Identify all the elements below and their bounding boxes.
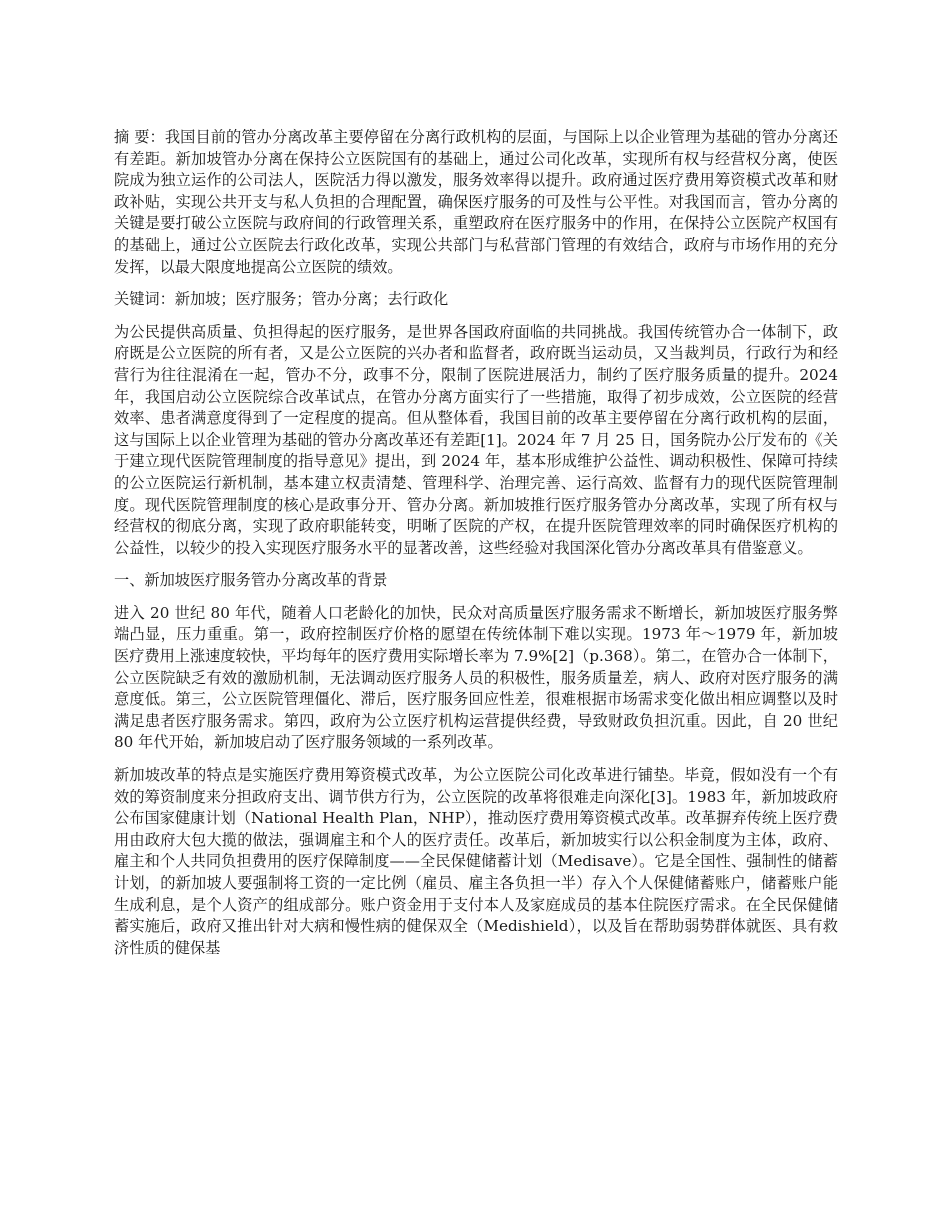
body-paragraph: 进入 20 世纪 80 年代，随着人口老龄化的加快，民众对高质量医疗服务需求不断增长，新加坡医疗服务弊端凸显，压力重重。第一，政府控制医疗价格的愿望在传统体制下难以实现。1973 年～1979 年，新加坡医疗费用上涨速度较快，平均每年的医疗费用实际增长率为 7.9%[2]（p.368）。第二，在管办合一体制下，公立医院缺乏有效的激励机制，无法调动医疗服务人员的积极性，服务质量差，病人、政府对医疗服务的满意度低。第三，公立医院管理僵化、滞后，医疗服务回应性差，很难根据市场需求变化做出相应调整以及时满足患者医疗服务需求。第四，政府为公立医疗机构运营提供经费，导致财政负担沉重。因此，自 20 世纪 80 年代开始，新加坡启动了医疗服务领域的一系列改革。 (114, 603, 838, 752)
keywords-line: 关键词：新加坡；医疗服务；管办分离；去行政化 (114, 290, 449, 309)
intro-paragraph: 为公民提供高质量、负担得起的医疗服务，是世界各国政府面临的共同挑战。我国传统管办合一体制下，政府既是公立医院的所有者，又是公立医院的兴办者和监督者，政府既当运动员，又当裁判员，行政行为和经营行为往往混淆在一起，管办不分，政事不分，限制了医院进展活力，制约了医疗服务质量的提升。2024 年，我国启动公立医院综合改革试点，在管办分离方面实行了一些措施，取得了初步成效，公立医院的经营效率、患者满意度得到了一定程度的提高。但从整体看，我国目前的改革主要停留在分离行政机构的层面，这与国际上以企业管理为基础的管办分离改革还有差距[1]。2024 年 7 月 25 日，国务院办公厅发布的《关于建立现代医院管理制度的指导意见》提出，到 2024 年，基本形成维护公益性、调动积极性、保障可持续的公立医院运行新机制，基本建立权责清楚、管理科学、治理完善、运行高效、监督有力的现代医院管理制度。现代医院管理制度的核心是政事分开、管办分离。新加坡推行医疗服务管办分离改革，实现了所有权与经营权的彻底分离，实现了政府职能转变，明晰了医院的产权，在提升医院管理效率的同时确保医疗机构的公益性，以较少的投入实现医疗服务水平的显著改善，这些经验对我国深化管办分离改革具有借鉴意义。 (114, 322, 838, 557)
abstract-paragraph: 摘 要：我国目前的管办分离改革主要停留在分离行政机构的层面，与国际上以企业管理为基础的管办分离还有差距。新加坡管办分离在保持公立医院国有的基础上，通过公司化改革，实现所有权与经营权分离，使医院成为独立运作的公司法人，医院活力得以激发，服务效率得以提升。政府通过医疗费用筹资模式改革和财政补贴，实现公共开支与私人负担的合理配置，确保医疗服务的可及性与公平性。对我国而言，管办分离的关键是要打破公立医院与政府间的行政管理关系，重塑政府在医疗服务中的作用，在保持公立医院产权国有的基础上，通过公立医院去行政化改革，实现公共部门与私营部门管理的有效结合，政府与市场作用的充分发挥，以最大限度地提高公立医院的绩效。 (114, 128, 838, 276)
section-heading: 一、新加坡医疗服务管办分离改革的背景 (114, 571, 388, 590)
article-body (114, 127, 838, 970)
body-paragraph: 新加坡改革的特点是实施医疗费用筹资模式改革，为公立医院公司化改革进行铺垫。毕竟，假如没有一个有效的筹资制度来分担政府支出、调节供方行为，公立医院的改革将很难走向深化[3]。1983 年，新加坡政府公布国家健康计划（National Health Plan，NHP），推动医疗费用筹资模式改革。改革摒弃传统上医疗费用由政府大包大揽的做法，强调雇主和个人的医疗责任。改革后，新加坡实行以公积金制度为主体，政府、雇主和个人共同负担费用的医疗保障制度——全民保健储蓄计划（Medisave）。它是全国性、强制性的储蓄计划，的新加坡人要强制将工资的一定比例（雇员、雇主各负担一半）存入个人保健储蓄账户，储蓄账户能生成利息，是个人资产的组成部分。账户资金用于支付本人及家庭成员的基本住院医疗需求。在全民保健储蓄实施后，政府又推出针对大病和慢性病的健保双全（Medishield），以及旨在帮助弱势群体就医、具有救济性质的健保基 (114, 766, 838, 957)
